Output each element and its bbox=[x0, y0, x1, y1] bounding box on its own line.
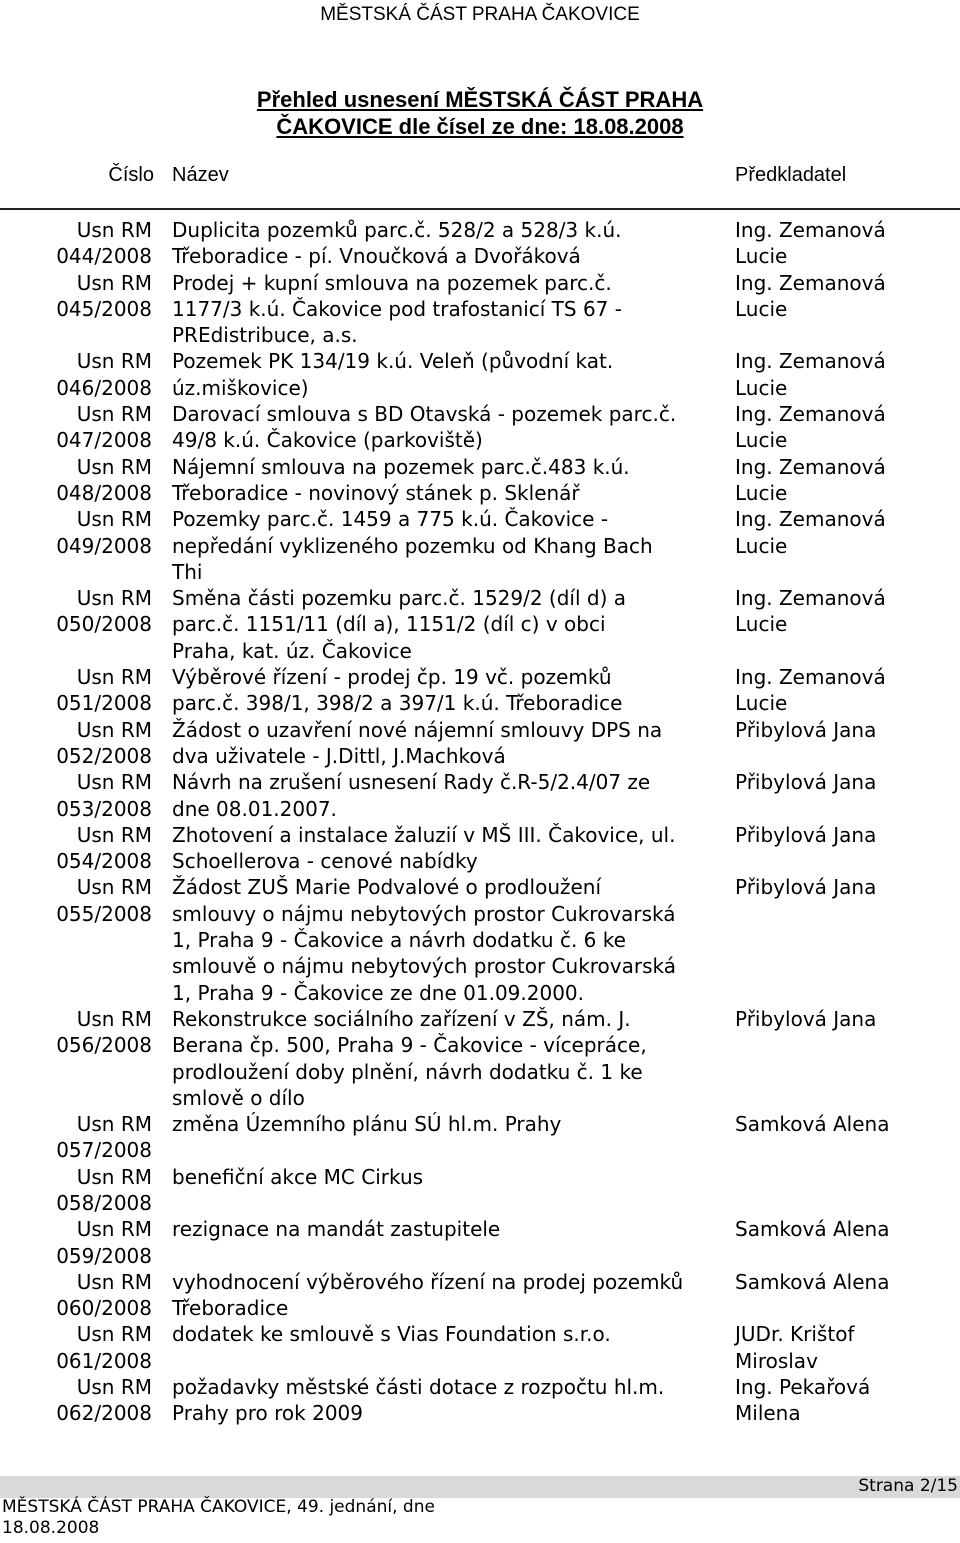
resolution-submitter: Přibylová Jana bbox=[735, 1006, 877, 1031]
resolution-number: Usn RM 045/2008 bbox=[56, 270, 152, 321]
table-row bbox=[0, 1164, 960, 1217]
resolution-submitter: Ing. Zemanová Lucie bbox=[735, 270, 886, 321]
table-row bbox=[0, 1374, 960, 1427]
table-row bbox=[0, 1006, 960, 1111]
resolution-number: Usn RM 048/2008 bbox=[56, 454, 152, 505]
table-row bbox=[0, 217, 960, 270]
resolution-submitter: Samková Alena bbox=[735, 1269, 890, 1294]
table-row bbox=[0, 769, 960, 822]
table-row bbox=[0, 506, 960, 585]
resolution-submitter: Ing. Zemanová Lucie bbox=[735, 665, 886, 716]
resolution-number: Usn RM 061/2008 bbox=[56, 1322, 152, 1373]
table-row bbox=[0, 585, 960, 664]
title-line-2: ČAKOVICE dle čísel ze dne: 18.08.2008 bbox=[276, 114, 684, 139]
resolution-number: Usn RM 044/2008 bbox=[56, 218, 152, 269]
resolution-name: požadavky městské části dotace z rozpočtu hl.m. Prahy pro rok 2009 bbox=[172, 1375, 665, 1426]
resolution-name: Zhotovení a instalace žaluzií v MŠ III. Čakovice, ul. Schoellerova - cenové nabídky bbox=[172, 822, 676, 874]
resolution-number: Usn RM 059/2008 bbox=[56, 1217, 152, 1268]
resolution-number: Usn RM 058/2008 bbox=[56, 1164, 152, 1215]
resolution-submitter: Samková Alena bbox=[735, 1112, 890, 1137]
column-header-name: Název bbox=[172, 164, 229, 186]
header-divider bbox=[0, 208, 960, 210]
table-row bbox=[0, 454, 960, 507]
resolution-table bbox=[0, 217, 960, 1427]
table-row bbox=[0, 1216, 960, 1269]
resolution-number: Usn RM 050/2008 bbox=[56, 586, 152, 637]
footer-meeting-info: MĚSTSKÁ ČÁST PRAHA ČAKOVICE, 49. jednání, dne 18.08.2008 bbox=[2, 1497, 435, 1538]
resolution-number: Usn RM 046/2008 bbox=[56, 349, 152, 400]
resolution-number: Usn RM 052/2008 bbox=[56, 717, 152, 768]
table-row bbox=[0, 1321, 960, 1374]
resolution-number: Usn RM 057/2008 bbox=[56, 1112, 152, 1163]
resolution-number: Usn RM 049/2008 bbox=[56, 507, 152, 558]
table-row bbox=[0, 717, 960, 770]
resolution-submitter: Ing. Zemanová Lucie bbox=[735, 454, 886, 505]
document-title bbox=[0, 86, 960, 140]
resolution-number: Usn RM 047/2008 bbox=[56, 402, 152, 453]
resolution-name: rezignace na mandát zastupitele bbox=[172, 1217, 501, 1242]
resolution-submitter: Přibylová Jana bbox=[735, 770, 877, 795]
table-row bbox=[0, 1111, 960, 1164]
resolution-submitter: JUDr. Krištof Miroslav bbox=[735, 1322, 855, 1373]
resolution-submitter: Přibylová Jana bbox=[735, 875, 877, 900]
resolution-name: Pozemek PK 134/19 k.ú. Veleň (původní kat. úz.miškovice) bbox=[172, 349, 614, 400]
resolution-name: Rekonstrukce sociálního zařízení v ZŠ, nám. J. Berana čp. 500, Praha 9 - Čakovice - vícepráce, prodloužení doby plnění, návrh dodatku č. 1 ke smlově o dílo bbox=[172, 1006, 647, 1110]
resolution-number: Usn RM 053/2008 bbox=[56, 770, 152, 821]
resolution-submitter: Ing. Zemanová Lucie bbox=[735, 507, 886, 558]
resolution-number: Usn RM 062/2008 bbox=[56, 1375, 152, 1426]
footer-bar bbox=[0, 1476, 960, 1498]
resolution-name: Výběrové řízení - prodej čp. 19 vč. pozemků parc.č. 398/1, 398/2 a 397/1 k.ú. Třeboradice bbox=[172, 665, 623, 716]
resolution-number: Usn RM 056/2008 bbox=[56, 1006, 152, 1058]
title-line-1: Přehled usnesení MĚSTSKÁ ČÁST PRAHA bbox=[256, 87, 704, 112]
resolution-number: Usn RM 060/2008 bbox=[56, 1269, 152, 1321]
resolution-name: Duplicita pozemků parc.č. 528/2 a 528/3 k.ú. Třeboradice - pí. Vnoučková a Dvořáková bbox=[172, 218, 622, 269]
resolution-submitter: Ing. Zemanová Lucie bbox=[735, 218, 886, 269]
table-row bbox=[0, 664, 960, 717]
resolution-name: Žádost o uzavření nové nájemní smlouvy DPS na dva uživatele - J.Dittl, J.Machková bbox=[172, 717, 663, 768]
resolution-number: Usn RM 054/2008 bbox=[56, 822, 152, 874]
table-row bbox=[0, 401, 960, 454]
resolution-number: Usn RM 051/2008 bbox=[56, 665, 152, 716]
resolution-submitter: Ing. Zemanová Lucie bbox=[735, 586, 886, 637]
resolution-name: benefiční akce MC Cirkus bbox=[172, 1164, 424, 1189]
column-header-submitter: Předkladatel bbox=[735, 164, 847, 186]
resolution-number: Usn RM 055/2008 bbox=[56, 875, 152, 926]
resolution-name: změna Územního plánu SÚ hl.m. Prahy bbox=[172, 1112, 562, 1137]
table-row bbox=[0, 270, 960, 349]
resolution-name: Návrh na zrušení usnesení Rady č.R-5/2.4/07 ze dne 08.01.2007. bbox=[172, 770, 651, 821]
resolution-submitter: Přibylová Jana bbox=[735, 822, 877, 847]
resolution-name: Nájemní smlouva na pozemek parc.č.483 k.ú. Třeboradice - novinový stánek p. Sklenář bbox=[172, 454, 630, 505]
resolution-submitter: Ing. Zemanová Lucie bbox=[735, 402, 886, 453]
column-header-number: Číslo bbox=[108, 164, 154, 186]
resolution-name: Žádost ZUŠ Marie Podvalové o prodloužení smlouvy o nájmu nebytových prostor Cukrovarská 1, Praha 9 - Čakovice a návrh dodatku č. 6 ke smlouvě o nájmu nebytových prostor Cukrovarská 1, Praha 9 - Čakovice ze dne 01.09.2000. bbox=[172, 875, 677, 1005]
resolution-name: dodatek ke smlouvě s Vias Foundation s.r.o. bbox=[172, 1322, 611, 1347]
resolution-name: Darovací smlouva s BD Otavská - pozemek parc.č. 49/8 k.ú. Čakovice (parkoviště) bbox=[172, 402, 677, 453]
resolution-name: vyhodnocení výběrového řízení na prodej pozemků Třeboradice bbox=[172, 1269, 684, 1321]
resolution-submitter: Ing. Zemanová Lucie bbox=[735, 349, 886, 400]
resolution-submitter: Samková Alena bbox=[735, 1217, 890, 1242]
table-row bbox=[0, 348, 960, 401]
footer-page-number: Strana 2/15 bbox=[858, 1476, 958, 1496]
page-header-municipality: MĚSTSKÁ ČÁST PRAHA ČAKOVICE bbox=[320, 4, 640, 25]
resolution-name: Směna části pozemku parc.č. 1529/2 (díl d) a parc.č. 1151/11 (díl a), 1151/2 (díl c) v obci Praha, kat. úz. Čakovice bbox=[172, 586, 627, 663]
table-row bbox=[0, 1269, 960, 1322]
resolution-submitter: Přibylová Jana bbox=[735, 717, 877, 742]
resolution-name: Pozemky parc.č. 1459 a 775 k.ú. Čakovice - nepředání vyklizeného pozemku od Khang Bach Thi bbox=[172, 507, 653, 584]
table-row bbox=[0, 874, 960, 1006]
resolution-submitter: Ing. Pekařová Milena bbox=[735, 1375, 871, 1426]
resolution-name: Prodej + kupní smlouva na pozemek parc.č. 1177/3 k.ú. Čakovice pod trafostanicí TS 67 - PREdistribuce, a.s. bbox=[172, 270, 622, 348]
table-row bbox=[0, 822, 960, 875]
